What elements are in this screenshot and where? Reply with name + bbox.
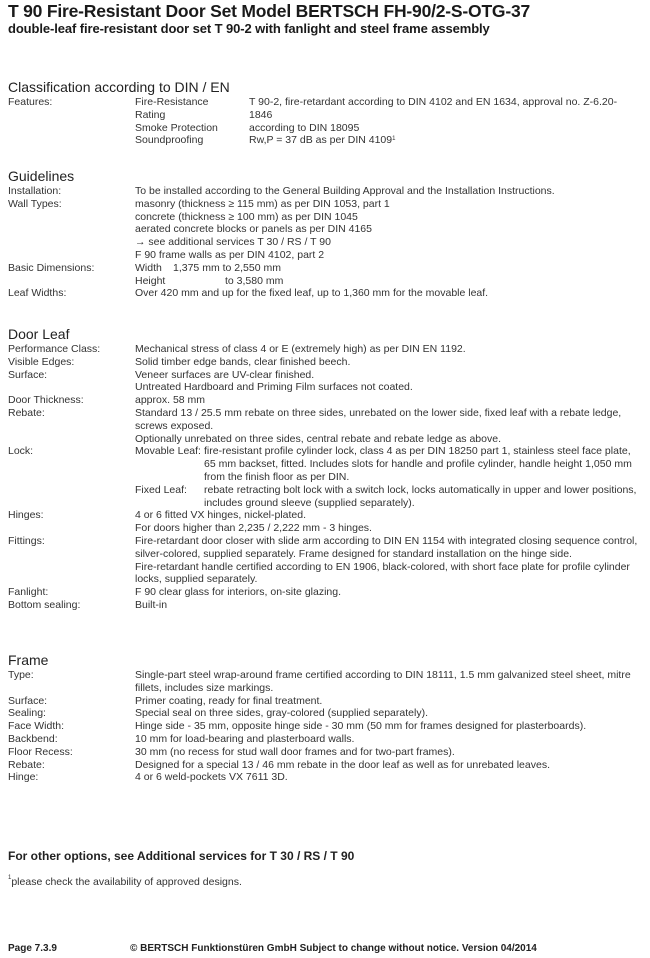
row-performance-class: Performance Class: Mechanical stress of class 4 or E (extremely high) as per DIN EN 1192. [8, 343, 466, 355]
section-guidelines [8, 168, 644, 300]
row-wall-types: Wall Types: masonry (thickness ≥ 115 mm) as per DIN 1053, part 1 concrete (thickness ≥ 100 mm) as per DIN 1045 aerated concrete blocks or panels as per DIN 4165 → see additional services T 30 / RS / T 90 F 90 frame walls as per DIN 4102, part 2 [8, 197, 390, 261]
document-title: T 90 Fire-Resistant Door Set Model BERTSCH FH-90/2-S-OTG-37 [8, 1, 531, 21]
options-note: For other options, see Additional services for T 30 / RS / T 90 [8, 849, 355, 863]
lock-movable-leaf: Movable Leaf: fire-resistant profile cylinder lock, class 4 as per DIN 18250 part 1, stainless steel face plate, 65 mm backset, fitted. Includes slots for handle and profile cylinder, handle height 1,050 mm from the finish floor as per DIN. [135, 445, 632, 483]
row-label: Features: [8, 96, 53, 108]
footnote-marker: 1 [392, 136, 396, 143]
section-frame [8, 652, 644, 784]
section-classification [8, 79, 644, 147]
page-number: Page 7.3.9 [8, 943, 57, 954]
dimension-width: Width 1,375 mm to 2,550 mm [135, 261, 281, 274]
row-surface: Surface: Primer coating, ready for final treatment. [8, 694, 323, 707]
row-hinges: Hinges: 4 or 6 fitted VX hinges, nickel-plated. For doors higher than 2,235 / 2,222 mm - 3 hinges. [8, 509, 372, 535]
section-door-leaf [8, 326, 644, 612]
footnote-marker: 1 [8, 875, 12, 881]
footnote: $^1$please check the availability of approved designs. [8, 875, 242, 888]
row-fittings: Fittings: Fire-retardant door closer with slide arm according to DIN EN 1154 with integrated closing sequence control, silver-colored, supplied separately. Frame designed for standard installation on the hinge side. Fire-retardant handle certified according to EN 1906, black-colored, with short face plate for profile cylinder locks, supplied separately. [8, 534, 638, 586]
row-features [8, 96, 644, 147]
dimension-height: Height to 3,580 mm [135, 274, 284, 287]
feature-rating: Rating 1846 [135, 108, 273, 121]
section-heading: Door Leaf [8, 326, 70, 342]
section-heading: Guidelines [8, 168, 75, 184]
row-leaf-widths: Leaf Widths: Over 420 mm and up for the fixed leaf, up to 1,360 mm for the movable leaf. [8, 287, 489, 300]
row-sealing: Sealing: Special seal on three sides, gray-colored (supplied separately). [8, 707, 428, 720]
row-hinge: Hinge: 4 or 6 weld-pockets VX 7611 3D. [8, 771, 288, 784]
feature-soundproofing: Soundproofing Rw,P = 37 dB as per DIN 4109$^1$ [135, 134, 396, 147]
row-surface: Surface: Veneer surfaces are UV-clear finished. Untreated Hardboard and Priming Film surfaces not coated. [8, 368, 413, 394]
section-heading: Frame [8, 652, 49, 668]
row-bottom-sealing: Bottom sealing: Built-in [8, 598, 168, 611]
document-subtitle: double-leaf fire-resistant door set T 90-2 with fanlight and steel frame assembly [8, 21, 490, 36]
feature-fire-resistance: Fire-Resistance T 90-2, fire-retardant according to DIN 4102 and EN 1634, approval no. Z-6.20- [135, 96, 618, 108]
section-heading: Classification according to DIN / EN [8, 79, 230, 95]
row-type: Type: Single-part steel wrap-around frame certified according to DIN 18111, 1.5 mm galvanized steel sheet, mitre fillets, includes size markings. [8, 669, 631, 694]
copyright-notice: © BERTSCH Funktionstüren GmbH Subject to change without notice. Version 04/2014 [130, 943, 537, 954]
lock-fixed-leaf: Fixed Leaf: rebate retracting bolt lock with a switch lock, locks automatically in upper and lower positions, includes ground sleeve (supplied separately). [135, 483, 637, 509]
row-visible-edges: Visible Edges: Solid timber edge bands, clear finished beech. [8, 355, 351, 368]
row-fanlight: Fanlight: F 90 clear glass for interiors, on-site glazing. [8, 586, 342, 599]
feature-smoke-protection: Smoke Protection according to DIN 18095 [135, 121, 360, 134]
row-door-thickness: Door Thickness: approx. 58 mm [8, 394, 206, 407]
page-footer [8, 943, 648, 954]
row-installation: Installation: To be installed according to the General Building Approval and the Installation Instructions. [8, 185, 555, 197]
row-backbend: Backbend: 10 mm for load-bearing and plasterboard walls. [8, 732, 355, 745]
row-basic-dimensions: Basic Dimensions: Width 1,375 mm to 2,550 mm Height to 3,580 mm [8, 262, 644, 288]
row-face-width: Face Width: Hinge side - 35 mm, opposite hinge side - 30 mm (50 mm for frames designed for plasterboards). [8, 720, 587, 733]
row-rebate: Rebate: Standard 13 / 25.5 mm rebate on three sides, unrebated on the lower side, fixed leaf with a rebate ledge, screws exposed. Optionally unrebated on three sides, central rebate and rebate ledge as above. [8, 406, 622, 445]
row-lock: Lock: Movable Leaf: fire-resistant profile cylinder lock, class 4 as per DIN 18250 part 1, stainless steel face plate, 65 mm backset, fitted. Includes slots for handle and profile cylinder, handle height 1,050 mm from the finish floor as per DIN. Fixed Leaf: rebate retracting bolt lock with a switch lock, locks automatically in upper and lower positions, includes ground sleeve (supplied separately). [8, 445, 644, 509]
row-rebate: Rebate: Designed for a special 13 / 46 mm rebate in the door leaf as well as for unrebated leaves. [8, 758, 550, 771]
row-floor-recess: Floor Recess: 30 mm (no recess for stud wall door frames and for two-part frames). [8, 745, 455, 758]
